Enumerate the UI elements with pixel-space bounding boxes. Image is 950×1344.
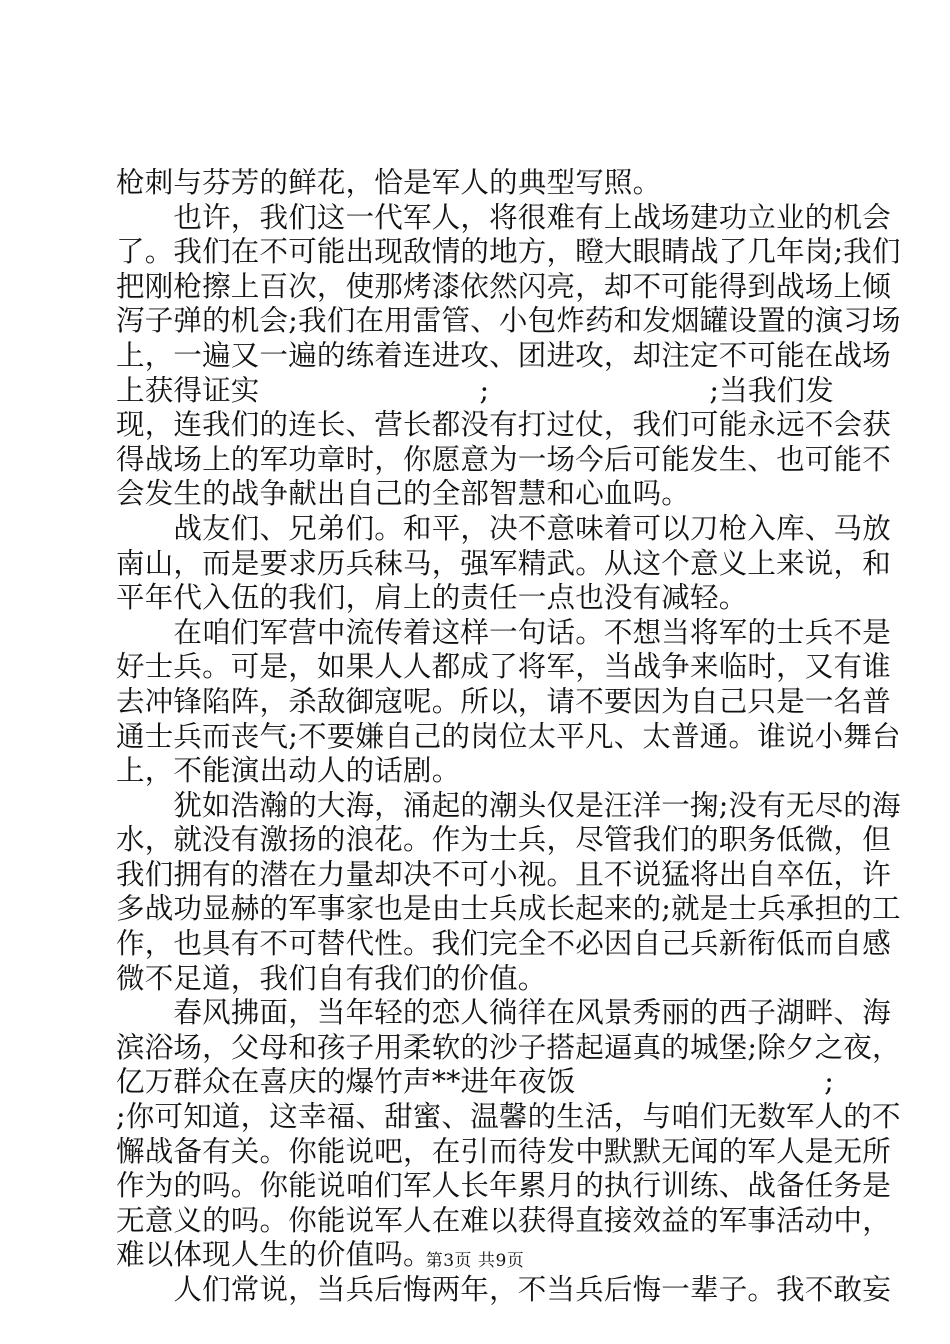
text-line: 枪刺与芬芳的鲜花，恰是军人的典型写照。: [116, 166, 662, 199]
text-line: 战友们、兄弟们。和平，决不意味着可以刀枪入库、马放: [116, 511, 891, 545]
text-line: 上，一遍又一遍的练着连进攻、团进攻，却注定不可能在战场: [116, 338, 891, 372]
text-line: 犹如浩瀚的大海，涌起的潮头仅是汪洋一掬;没有无尽的海: [116, 788, 901, 822]
text-line: 春风拂面，当年轻的恋人徜徉在风景秀丽的西子湖畔、海: [116, 996, 891, 1030]
text-fragment: 上获得证实: [116, 373, 260, 407]
text-line-gapped: [116, 1065, 834, 1100]
text-line: 南山，而是要求历兵秣马，强军精武。从这个意义上来说，和: [116, 546, 891, 580]
text-line: ;你可知道，这幸福、甜蜜、温馨的生活，与咱们无数军人的不: [116, 1100, 901, 1134]
text-line: 也许，我们这一代军人，将很难有上战场建功立业的机会: [116, 200, 891, 234]
text-fragment: ;: [479, 373, 490, 407]
text-line: 现，连我们的连长、营长都没有打过仗，我们可能永远不会获: [116, 408, 891, 442]
text-line: 好士兵。可是，如果人人都成了将军，当战争来临时，又有谁: [116, 650, 891, 684]
text-fragment: 亿万群众在喜庆的爆竹声**进年夜饭: [116, 1065, 576, 1099]
page-number-footer: 第3页 共9页: [425, 1251, 525, 1271]
text-line: 人们常说，当兵后悔两年，不当兵后悔一辈子。我不敢妄: [116, 1273, 891, 1306]
text-line: 得战场上的军功章时，你愿意为一场今后可能发生、也可能不: [116, 442, 891, 476]
text-line: 把刚枪擦上百次，使那烤漆依然闪亮，却不可能得到战场上倾: [116, 269, 891, 303]
text-line: 会发生的战争献出自己的全部智慧和心血吗。: [116, 477, 691, 511]
text-fragment: ;当我们发: [709, 373, 834, 407]
text-line: 滨浴场，父母和孩子用柔软的沙子搭起逼真的城堡;除夕之夜，: [116, 1030, 901, 1064]
text-line: 无意义的吗。你能说军人在难以获得直接效益的军事活动中，: [116, 1203, 891, 1237]
text-line: 难以体现人生的价值吗。: [116, 1238, 432, 1272]
text-line: 通士兵而丧气;不要嫌自己的岗位太平凡、太普通。谁说小舞台: [116, 719, 901, 753]
text-line: 懈战备有关。你能说吧，在引而待发中默默无闻的军人是无所: [116, 1134, 891, 1168]
text-line: 多战功显赫的军事家也是由士兵成长起来的;就是士兵承担的工: [116, 892, 901, 926]
text-fragment: ;: [824, 1065, 834, 1099]
text-line: 泻子弹的机会;我们在用雷管、小包炸药和发烟罐设置的演习场: [116, 304, 901, 338]
text-line: 平年代入伍的我们，肩上的责任一点也没有减轻。: [116, 581, 748, 615]
text-line: 水，就没有激扬的浪花。作为士兵，尽管我们的职务低微，但: [116, 823, 891, 857]
text-line: 在咱们军营中流传着这样一句话。不想当将军的士兵不是: [116, 615, 891, 649]
text-line: 了。我们在不可能出现敌情的地方，瞪大眼睛战了几年岗;我们: [116, 235, 901, 269]
document-body: [116, 166, 901, 1308]
text-line: 上，不能演出动人的话剧。: [116, 754, 461, 788]
text-line: 去冲锋陷阵，杀敌御寇呢。所以，请不要因为自己只是一名普: [116, 684, 891, 718]
text-line-gapped: [116, 374, 834, 409]
text-line: 作，也具有不可替代性。我们完全不必因自己兵新衔低而自感: [116, 927, 891, 961]
text-line: 我们拥有的潜在力量却决不可小视。且不说猛将出自卒伍，许: [116, 857, 891, 891]
text-line: 微不足道，我们自有我们的价值。: [116, 961, 547, 995]
text-line: 作为的吗。你能说咱们军人长年累月的执行训练、战备任务是: [116, 1169, 891, 1203]
